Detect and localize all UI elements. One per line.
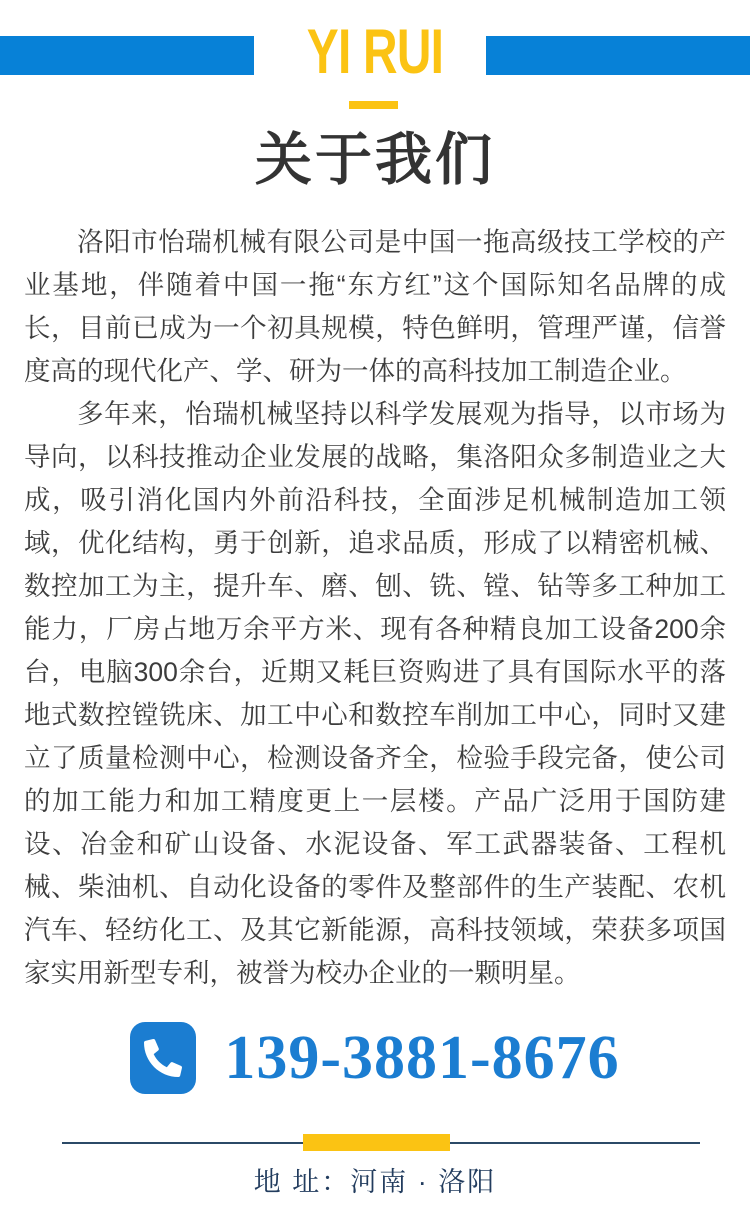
phone-contact[interactable] xyxy=(0,1022,750,1094)
phone-number: 139-3881-8676 xyxy=(224,1024,620,1092)
about-paragraph-2: 多年来，怡瑞机械坚持以科学发展观为指导，以市场为导向，以科技推动企业发展的战略，集洛阳众多制造业之大成，吸引消化国内外前沿科技，全面涉足机械制造加工领域，优化结构，勇于创新，追求品质，形成了以精密机械、数控加工为主，提升车、磨、刨、铣、镗、钻等多工种加工能力，厂房占地万余平方米、现有各种精良加工设备200余台，电脑300余台，近期又耗巨资购进了具有国际水平的落地式数控镗铣床、加工中心和数控车削加工中心，同时又建立了质量检测中心，检测设备齐全，检验手段完备，使公司的加工能力和加工精度更上一层楼。产品广泛用于国防建设、冶金和矿山设备、水泥设备、军工武器装备、工程机械、柴油机、自动化设备的零件及整部件的生产装配、农机汽车、轻纺化工、及其它新能源，高科技领域，荣获多项国家实用新型专利，被誉为校办企业的一颗明星。 xyxy=(24,399,726,988)
page-title: 关于我们 xyxy=(255,128,495,192)
about-paragraph-1: 洛阳市怡瑞机械有限公司是中国一拖高级技工学校的产业基地，伴随着中国一拖“东方红”这个国际知名品牌的成长，目前已成为一个初具规模，特色鲜明，管理严谨，信誉度高的现代化产、学、研为一体的高科技加工制造企业。 xyxy=(24,227,726,386)
divider-yellow-block xyxy=(303,1134,450,1151)
brand-logo: YI RUI xyxy=(306,17,444,87)
address-line: 地 址：河南 · 洛阳 xyxy=(253,1167,497,1197)
phone-icon xyxy=(130,1022,196,1094)
brand-underline xyxy=(349,101,398,109)
footer-divider xyxy=(0,1134,750,1151)
about-text xyxy=(24,221,726,995)
